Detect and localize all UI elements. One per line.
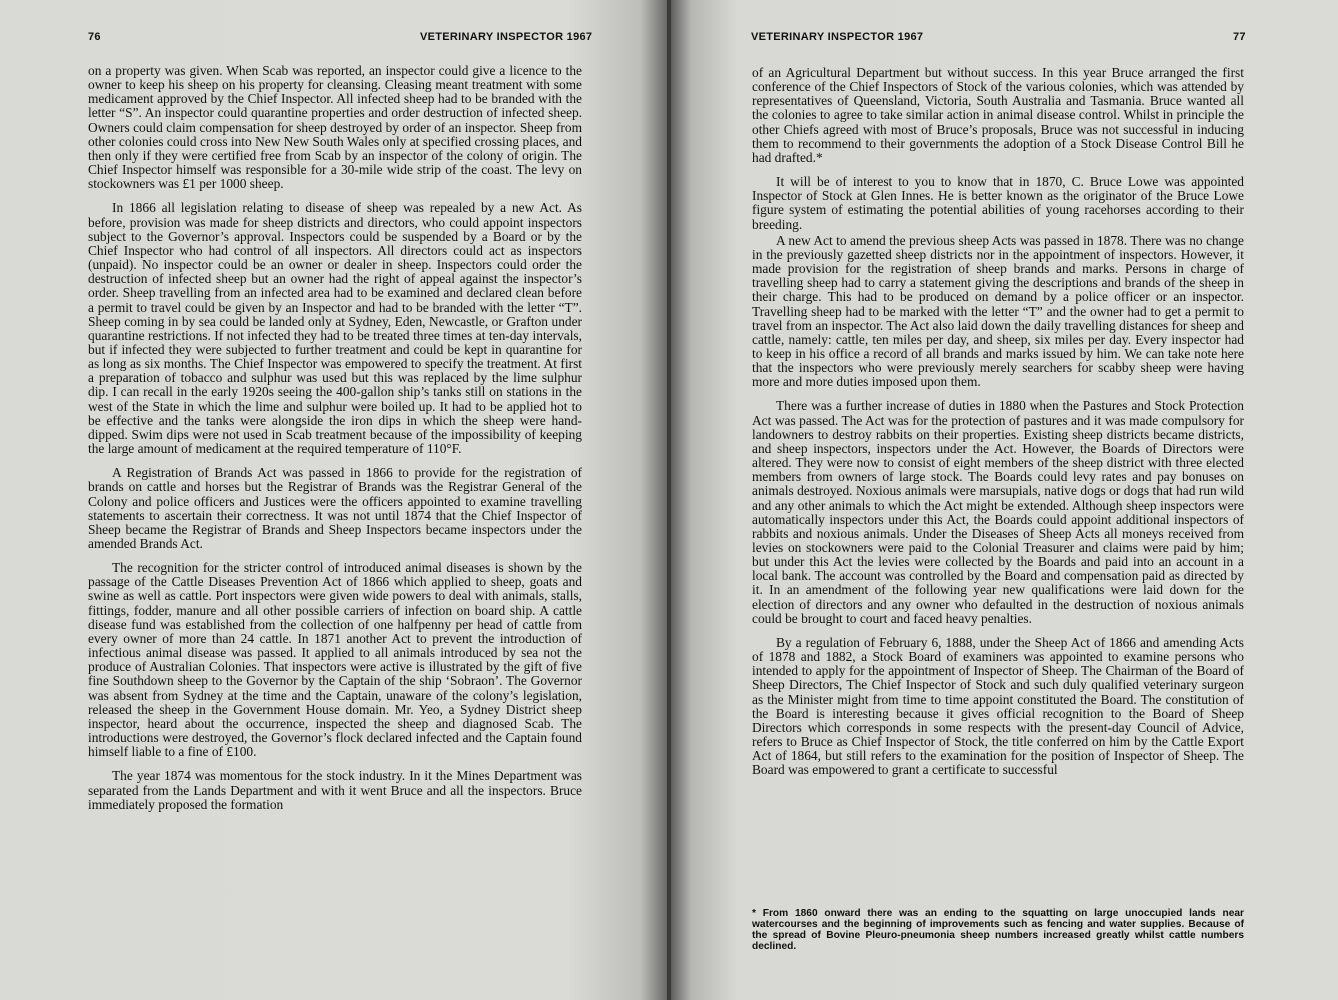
paragraph: There was a further increase of duties in 1880 when the Pastures and Stock Protection Act was passed. The Act was for the protection of pastures and it was made compulsory for landowners to destroy rabbits on their properties. Existing sheep districts became districts, and sheep inspectors, inspectors under the Act. However, the Boards of Directors were altered. They were now to consist of eight members of the sheep district with three elected members from owners of large stock. The Boards could levy rates and pay bonuses on animals destroyed. Noxious animals were marsupials, native dogs or dogs that had run wild and any other animals to which the Act might be extended. Although sheep inspectors were automatically inspectors under this Act, the Boards could appoint additional inspectors of rabbits and noxious animals. Under the Diseases of Sheep Acts all moneys received from levies on stockowners were paid to the Colonial Treasurer and claims were paid by him; but under this Act the levies were collected by the Boards and paid into an account in a local bank. The account was controlled by the Board and compensation paid as directed by it. In an amendment of the following year new qualifications were laid down for the election of directors and any owner who defaulted in the destruction of noxious animals could be brought to court and faced heavy penalties. [752, 398, 1244, 626]
footnote: * From 1860 onward there was an ending to the squatting on large unoccupied lands near watercourses and the beginning of improvements such as fencing and water supplies. Because of the spread of Bovine Pleuro-pneumonia sheep numbers increased greatly whilst cattle numbers declined. [752, 908, 1244, 952]
running-head: VETERINARY INSPECTOR 1967 [751, 31, 924, 43]
running-head: VETERINARY INSPECTOR 1967 [420, 31, 593, 43]
right-page [671, 0, 1338, 1000]
paragraph: In 1866 all legislation relating to disease of sheep was repealed by a new Act. As before, provision was made for sheep districts and directors, who could appoint inspectors subject to the Governor’s approval. Inspectors could be suspended by a Board or by the Chief Inspector who had control of all inspectors. All directors could act as inspectors (unpaid). No inspector could be an owner or dealer in sheep. Inspectors could order the destruction of infected sheep but an owner had the right of appeal against the inspector’s order. Sheep travelling from an infected area had to be examined and declared clean before a permit to travel could be given by an Inspector and had to be branded with the letter “T”. Sheep coming in by sea could be landed only at Sydney, Eden, Newcastle, or Grafton under quarantine restrictions. If not infected they had to be treated three times at ten-day intervals, but if infected they were subjected to further treatment and could be kept in quarantine for as long as six months. The Chief Inspector was empowered to specify the treatment. At first a preparation of tobacco and sulphur was used but this was replaced by the lime sulphur dip. I can recall in the early 1920s seeing the 400-gallon ship’s tanks still on stations in the west of the State in which the lime and sulphur were boiled up. It had to be applied hot to be effective and the tanks were alongside the iron dips in which the sheep were hand-dipped. Swim dips were not used in Scab treatment because of the impossibility of keeping the large amount of medicament at the required temperature of 110°F. [88, 200, 582, 457]
paragraph: A Registration of Brands Act was passed in 1866 to provide for the registration of brands on cattle and horses but the Registrar of Brands was the Registrar General of the Colony and police officers and Justices were the officers appointed to examine travelling statements to ascertain their correctness. It was not until 1874 that the Chief Inspector of Sheep became the Registrar of Brands and Sheep Inspectors became inspectors under the amended Brands Act. [88, 465, 582, 551]
page-number: 76 [88, 31, 101, 43]
paragraph: It will be of interest to you to know that in 1870, C. Bruce Lowe was appointed Inspector of Stock at Glen Innes. He is better known as the originator of the Bruce Lowe figure system of estimating the potential abilities of young racehorses according to their breeding. [752, 174, 1244, 232]
paragraph: of an Agricultural Department but without success. In this year Bruce arranged the first conference of the Chief Inspectors of Stock of the various colonies, which was attended by representatives of Queensland, Victoria, South Australia and Tasmania. Bruce wanted all the colonies to agree to take similar action in animal disease control. Whilst in principle the other Chiefs agreed with most of Bruce’s proposals, Bruce was not successful in inducing them to recommend to their governments the adoption of a Stock Disease Control Bill he had drafted.* [752, 65, 1244, 165]
paragraph: on a property was given. When Scab was reported, an inspector could give a licence to the owner to keep his sheep on his property for cleansing. Cleasing meant treatment with some medicament approved by the Chief Inspector. All infected sheep had to be branded with the letter “S”. An inspector could quarantine properties and order destruction of infected sheep. Owners could claim compensation for sheep destroyed by order of an inspector. Sheep from other colonies could cross into New New South Wales only at specified crossing places, and then only if they were certified free from Scab by an inspector of the colony of origin. The Chief Inspector himself was responsible for a 30-mile wide strip of the coast. The levy on stockowners was £1 per 1000 sheep. [88, 63, 582, 192]
paragraph: The recognition for the stricter control of introduced animal diseases is shown by the passage of the Cattle Diseases Prevention Act of 1866 which applied to sheep, goats and swine as well as cattle. Port inspectors were given wide powers to deal with animals, stalls, fittings, fodder, manure and all other possible carriers of infection on board ship. A cattle disease fund was established from the collection of one halfpenny per head of cattle from every owner of more than 24 cattle. In 1871 another Act to prevent the introduction of infectious animal disease was passed. It applied to all animals introduced by sea not the produce of Australian Colonies. That inspectors were active is illustrated by the gift of five fine Southdown sheep to the Governor by the Captain of the ship ‘Sobraon’. The Governor was absent from Sydney at the time and the Captain, unaware of the colony’s legislation, released the sheep in the Government House domain. Mr. Yeo, a Sydney District sheep inspector, heard about the occurrence, inspected the sheep and diagnosed Scab. The introductions were destroyed, the Governor’s flock declared infected and the Captain found himself liable to a fine of £100. [88, 560, 582, 760]
paragraph: A new Act to amend the previous sheep Acts was passed in 1878. There was no change in the previously gazetted sheep districts nor in the appointment of inspectors. However, it made provision for the registration of sheep brands and marks. Persons in charge of travelling sheep had to carry a statement giving the descriptions and brands of the sheep in their charge. This had to be produced on demand by a police officer or an inspector. Travelling sheep had to be marked with the letter “T” and the owner had to get a permit to travel from an inspector. The Act also laid down the daily travelling distances for sheep and cattle, namely: cattle, ten miles per day, and sheep, six miles per day. Every inspector had to keep in his office a record of all brands and marks issued by him. We can take note here that the inspectors who were previously merely searchers for scabby sheep were having more and more duties imposed upon them. [752, 232, 1244, 390]
page-number: 77 [1233, 31, 1246, 43]
paragraph: The year 1874 was momentous for the stock industry. In it the Mines Department was separated from the Lands Department and with it went Bruce and all the inspectors. Bruce immediately proposed the formation [88, 768, 582, 812]
left-page [0, 0, 667, 1000]
left-page-body [88, 64, 582, 822]
paragraph: By a regulation of February 6, 1888, under the Sheep Act of 1866 and amending Acts of 1878 and 1882, a Stock Board of examiners was appointed to examine persons who intended to apply for the appointment of Inspector of Sheep. The Chairman of the Board of Sheep Directors, The Chief Inspector of Stock and such duly qualified veterinary surgeon as the Minister might from time to time appoint constituted the Board. The constitution of the Board is interesting because it gives official recognition to the Board of Sheep Directors which corresponds in some respects with the present-day Council of Advice, refers to Bruce as Chief Inspector of Stock, the title conferred on him by the Cattle Export Act of 1864, but still refers to the examination for the position of Inspector of Sheep. The Board was empowered to grant a certificate to successful [752, 634, 1244, 778]
right-page-body [752, 66, 1244, 788]
